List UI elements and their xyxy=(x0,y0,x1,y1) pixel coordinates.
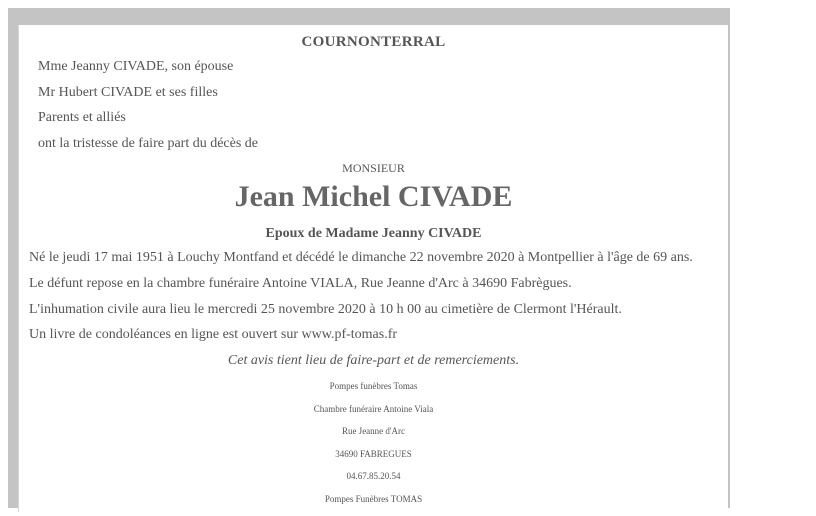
town-heading: COURNONTERRAL xyxy=(301,34,446,50)
spouse-line: Epoux de Madame Jeanny CIVADE xyxy=(265,226,482,241)
repose-details: Le défunt repose en la chambre funéraire Antoine VIALA, Rue Jeanne d'Arc à 34690 Fabrègues. xyxy=(29,276,572,291)
footer-line: Rue Jeanne d'Arc xyxy=(341,426,406,436)
condolences-line: Un livre de condoléances en ligne est ouvert sur www.pf-tomas.fr xyxy=(29,327,398,342)
footer-line: Chambre funéraire Antoine Viala xyxy=(313,404,434,414)
footer-line: Pompes Funèbres TOMAS xyxy=(324,494,423,504)
announcement-line: ont la tristesse de faire part du décès de xyxy=(38,136,259,151)
deceased-name: Jean Michel CIVADE xyxy=(234,180,513,213)
burial-details: L'inhumation civile aura lieu le mercredi 25 novembre 2020 à 10 h 00 au cimetière de Clermont l'Hérault. xyxy=(29,302,622,317)
family-line: Mme Jeanny CIVADE, son épouse xyxy=(38,59,234,74)
notice-frame xyxy=(8,8,730,508)
honorific: MONSIEUR xyxy=(342,161,405,175)
family-line: Parents et alliés xyxy=(38,110,126,125)
birth-death-details: Né le jeudi 17 mai 1951 à Louchy Montfand et décédé le dimanche 22 novembre 2020 à Montpellier à l'âge de 69 ans. xyxy=(29,250,693,265)
closing-line: Cet avis tient lieu de faire-part et de remerciements. xyxy=(227,353,520,368)
footer-phone: 04.67.85.20.54 xyxy=(346,471,401,481)
footer-line: 34690 FABREGUES xyxy=(335,449,412,459)
death-notice xyxy=(18,25,728,512)
family-line: Mr Hubert CIVADE et ses filles xyxy=(38,85,218,100)
footer-line: Pompes funèbres Tomas xyxy=(329,381,418,391)
